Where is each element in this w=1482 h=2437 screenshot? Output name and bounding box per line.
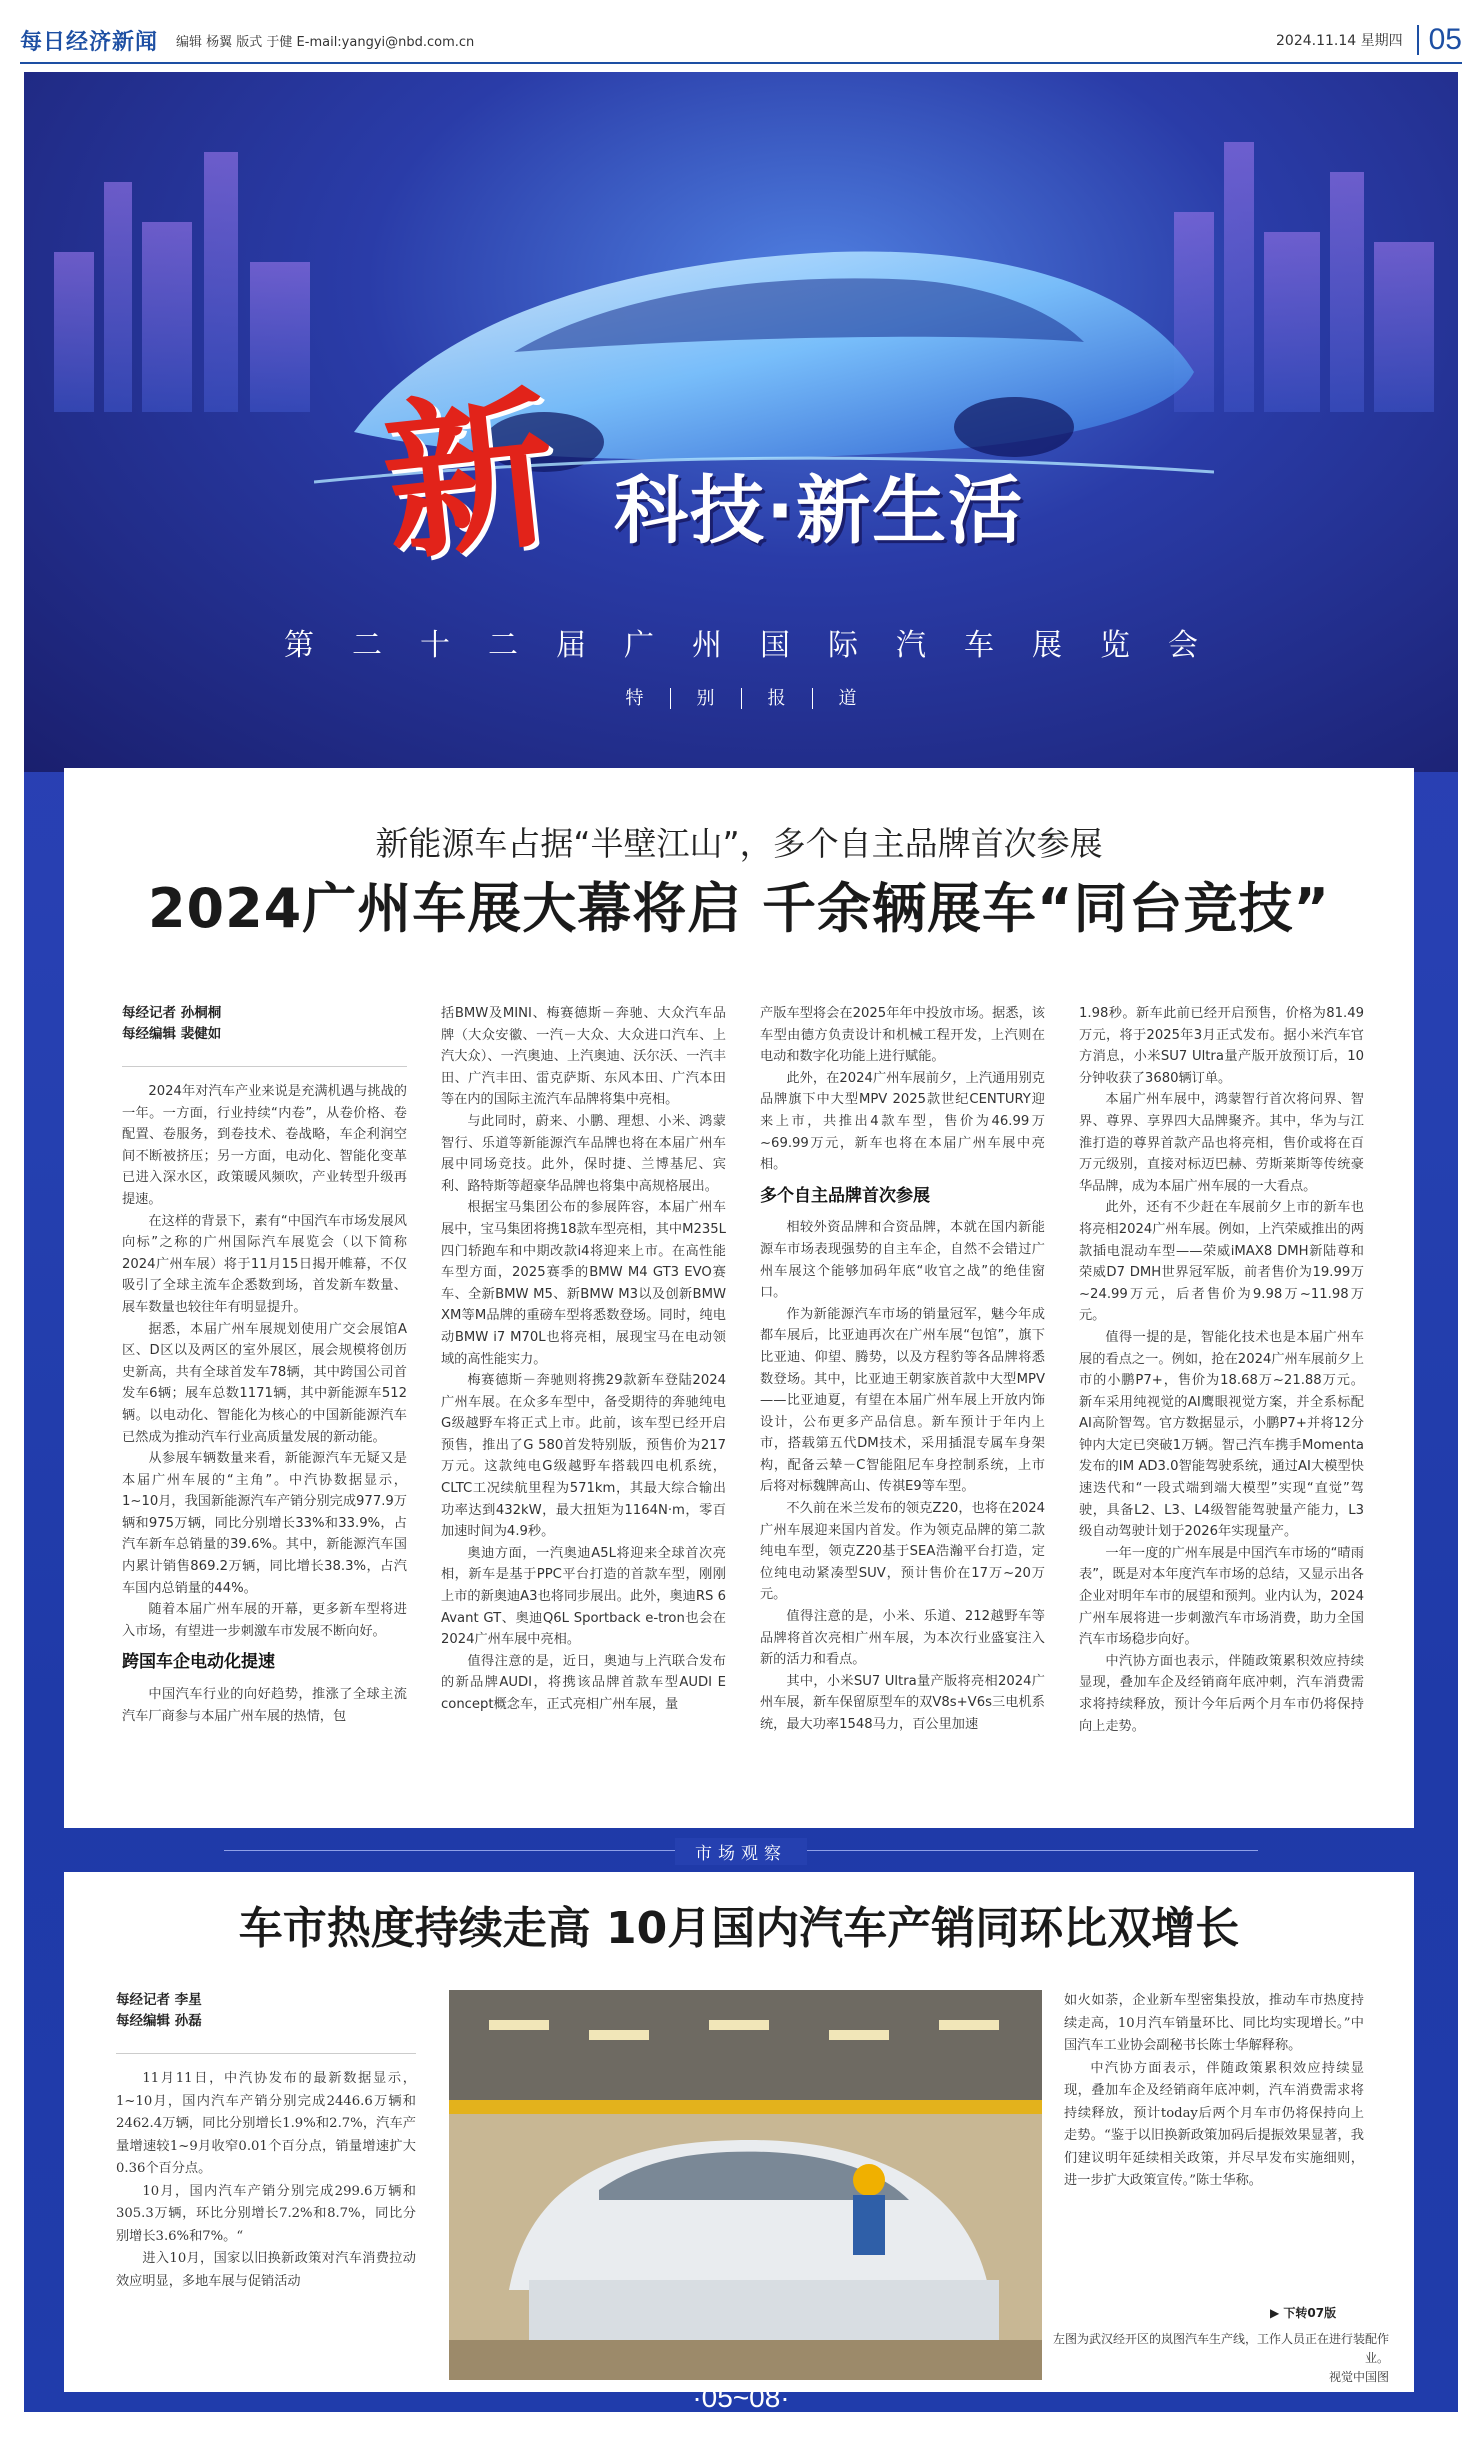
- market-column-2: [1064, 1990, 1364, 2193]
- paragraph: 随着本届广州车展的开幕，更多新车型将进入市场，有望进一步刺激车市发展不断向好。: [122, 1602, 407, 1639]
- paragraph: 根据宝马集团公布的参展阵容，本届广州车展中，宝马集团将携18款车型亮相，其中M235L四门轿跑车和中期改款i4将迎来上市。在高性能车型方面，2025赛季的BMW M4 GT3 EVO赛车、全新BMW M5、新BMW M3以及创新BMW XM等M品牌的重磅车型将悉数登场。同时，纯电动BMW i7 M70L也将亮相，展现宝马在电动领域的高性能实力。: [441, 1200, 726, 1367]
- paragraph: 值得一提的是，智能化技术也是本届广州车展的看点之一。例如，抢在2024广州车展前夕上市的小鹏P7+，售价为18.68万~21.88万元。新车采用纯视觉的AI鹰眼视觉方案，并全系标配AI高阶智驾。官方数据显示，小鹏P7+并将12分钟内大定已突破1万辆。智己汽车携手Momenta发布的IM AD3.0智能驾驶系统，通过AI大模型快速迭代和“一段式端到端大模型”实现“直觉”驾驶，具备L2、L3、L4级智能驾驶量产能力，L3级自动驾驶计划于2026年实现量产。: [1079, 1329, 1364, 1540]
- blue-frame: [24, 72, 1458, 2412]
- paragraph: 进入10月，国家以旧换新政策对汽车消费拉动效应明显，多地车展与促销活动: [116, 2251, 416, 2289]
- market-article: [64, 1872, 1414, 2392]
- caption-credit: 视觉中国图: [1328, 2370, 1389, 2384]
- special-char: 道: [812, 688, 883, 709]
- paragraph: 一年一度的广州车展是中国汽车市场的“晴雨表”，既是对本年度汽车市场的总结，又显示出各企业对明年车市的展望和预判。业内认为，2024广州车展将进一步刺激汽车市场消费，助力全国汽车市场稳步向好。: [1079, 1545, 1364, 1648]
- reporter-byline: 每经记者 李星: [116, 1992, 202, 2008]
- paragraph: 此外，在2024广州车展前夕，上汽通用别克品牌旗下中大型MPV 2025款世纪CENTURY迎来上市，共推出4款车型，售价为46.99万~69.99万元，新车也将在本届广州车展中亮相。: [760, 1070, 1045, 1173]
- paragraph: 在这样的背景下，素有“中国汽车市场发展风向标”之称的广州国际汽车展览会（以下简称2024广州车展）将于11月15日揭开帷幕，不仅吸引了全球主流车企悉数到场，首发新车数量、展车数量也较往年有明显提升。: [122, 1213, 407, 1315]
- expo-name: 第二十二届广州国际汽车展览会: [284, 628, 1236, 663]
- article-column-2: [441, 1003, 726, 1813]
- article-headline: 2024广州车展大幕将启 千余辆展车“同台竞技”: [147, 877, 1331, 940]
- factory-photo: [449, 1990, 1042, 2380]
- editor-byline: 每经编辑 裴健如: [122, 1026, 222, 1042]
- page-range: ·05~08·: [692, 2382, 790, 2413]
- page-number: 05: [1417, 25, 1462, 55]
- paragraph: 其中，小米SU7 Ultra量产版将亮相2024广州车展，新车保留原型车的双V8s+V6s三电机系统，最大功率1548马力，百公里加速: [760, 1673, 1045, 1732]
- paragraph: 2024年对汽车产业来说是充满机遇与挑战的一年。一方面，行业持续“内卷”，从卷价格、卷配置、卷服务，到卷技术、卷战略，车企利润空间不断被挤压；另一方面，电动化、智能化变革已进入深水区，政策暖风频吹，产业转型升级再提速。: [122, 1084, 407, 1207]
- paragraph: 括BMW及MINI、梅赛德斯－奔驰、大众汽车品牌（大众安徽、一汽－大众、大众进口汽车、上汽大众）、一汽奥迪、上汽奥迪、沃尔沃、一汽丰田、广汽丰田、雷克萨斯、东风本田、广汽本田等在内的国际主流汽车品牌将集中亮相。: [441, 1006, 726, 1108]
- subheading: 跨国车企电动化提速: [122, 1652, 275, 1673]
- special-report-label: [24, 684, 1458, 710]
- paragraph: 中国汽车行业的向好趋势，推涨了全球主流汽车厂商参与本届广州车展的热情，包: [122, 1687, 407, 1724]
- market-headline: 车市热度持续走高 10月国内汽车产销同环比双增长: [238, 1903, 1240, 1954]
- paragraph: 产版车型将会在2025年年中投放市场。据悉，该车型由德方负责设计和机械工程开发，上汽则在电动和数字化功能上进行赋能。: [760, 1006, 1045, 1065]
- special-char: 报: [741, 688, 812, 709]
- masthead: [20, 18, 1462, 64]
- newspaper-logo: 每日经济新闻: [20, 28, 159, 55]
- continued-on-page[interactable]: ▶ 下转07版: [1270, 2306, 1337, 2320]
- hero-banner: [24, 72, 1458, 772]
- subheading: 多个自主品牌首次参展: [760, 1185, 930, 1206]
- paragraph: 据悉，本届广州车展规划使用广交会展馆A区、D区以及两区的室外展区，展会规模将创历史新高，共有全球首发车78辆，其中跨国公司首发车6辆；展车总数1171辆，其中新能源车512辆。以电动化、智能化为核心的中国新能源汽车已然成为推动汽车行业高质量发展的新动能。: [122, 1321, 407, 1445]
- paragraph: 奥迪方面，一汽奥迪A5L将迎来全球首次亮相，新车是基于PPC平台打造的首款车型，刚刚上市的新奥迪A3也将同步展出。此外，奥迪RS 6 Avant GT、奥迪Q6L Sportback e-tron也会在2024广州车展中亮相。: [441, 1545, 726, 1648]
- paragraph: 中汽协方面表示，伴随政策累积效应持续显现，叠加车企及经销商年底冲刺，汽车消费需求将持续释放，预计today后两个月车市仍将保持向上走势。“鉴于以旧换新政策加码后提振效果显著，我们建议明年延续相关政策，并尽早发布实施细则，进一步扩大政策宣传。”陈士华称。: [1064, 2060, 1364, 2188]
- paragraph: 从参展车辆数量来看，新能源汽车无疑又是本届广州车展的“主角”。中汽协数据显示，1~10月，我国新能源汽车产销分别完成977.9万辆和975万辆，同比分别增长33%和33.9%，占汽车新车总销量的39.6%。其中，新能源汽车国内累计销售869.2万辆，同比增长38.3%，占汽车国内总销量的44%。: [122, 1451, 407, 1596]
- section-bar: [224, 1838, 1258, 1862]
- article-kicker: 新能源车占据“半壁江山”，多个自主品牌首次参展: [375, 824, 1103, 863]
- editor-credits: 编辑 杨翼 版式 于健 E-mail:yangyi@nbd.com.cn: [176, 34, 475, 50]
- paragraph: 作为新能源汽车市场的销量冠军，魅今年成都车展后，比亚迪再次在广州车展“包馆”，旗下比亚迪、仰望、腾势，以及方程豹等各品牌将悉数登场。其中，比亚迪王朝家族首款中大型MPV——比亚迪夏，有望在本届广州车展上开放内饰设计，公布更多产品信息。新车预计于年内上市，搭载第五代DM技术，采用插混专属车身架构，配备云辇－C智能阻尼车身控制系统，上市后将对标魏牌高山、传祺E9等车型。: [760, 1306, 1045, 1495]
- paragraph: 本届广州车展中，鸿蒙智行首次将问界、智界、尊界、享界四大品牌聚齐。其中，华为与江淮打造的尊界首款产品也将亮相，售价或将在百万元级别，直接对标迈巴赫、劳斯莱斯等传统豪华品牌，成为本届广州车展的一大看点。: [1079, 1092, 1364, 1194]
- section-tag: 市场观察: [675, 1838, 807, 1865]
- paragraph: 中汽协方面也表示，伴随政策累积效应持续显现，叠加车企及经销商年底冲刺，汽车消费需求将持续释放，预计今年后两个月车市仍将保持向上走势。: [1079, 1653, 1364, 1734]
- article-columns: [122, 1003, 1372, 1813]
- paragraph: 值得注意的是，近日，奥迪与上汽联合发布的新品牌AUDI，将携该品牌首款车型AUDI E concept概念车，正式亮相广州车展，量: [441, 1653, 726, 1712]
- hero-xin-character: 新: [374, 368, 565, 586]
- article-column-4: [1079, 1003, 1364, 1813]
- paragraph: 值得注意的是，小米、乐道、212越野车等品牌将首次亮相广州车展，为本次行业盛宴注入新的活力和看点。: [760, 1609, 1045, 1668]
- article-column-1: [122, 1003, 407, 1813]
- photo-caption: [1049, 2330, 1389, 2387]
- hero-slogan: 科技·新生活: [614, 468, 1025, 554]
- paragraph: 10月，国内汽车产销分别完成299.6万辆和305.3万辆，环比分别增长7.2%和8.7%，同比分别增长3.6%和7%。“: [116, 2183, 416, 2244]
- paragraph: 如火如荼，企业新车型密集投放，推动车市热度持续走高，10月汽车销量环比、同比均实现增长。”中国汽车工业协会副秘书长陈士华解释称。: [1064, 1993, 1364, 2053]
- paragraph: 相较外资品牌和合资品牌，本就在国内新能源车市场表现强势的自主车企，自然不会错过广州车展这个能够加码年底“收官之战”的绝佳窗口。: [760, 1220, 1045, 1301]
- paragraph: 不久前在米兰发布的领克Z20，也将在2024广州车展迎来国内首发。作为领克品牌的第二款纯电车型，领克Z20基于SEA浩瀚平台打造，定位纯电动紧凑型SUV，预计售价在17万~20万元。: [760, 1501, 1045, 1603]
- editor-byline: 每经编辑 孙磊: [116, 2013, 202, 2029]
- reporter-byline: 每经记者 孙桐桐: [122, 1005, 222, 1021]
- special-char: 别: [670, 688, 741, 709]
- market-column-1: [116, 1990, 416, 2293]
- special-char: 特: [625, 688, 644, 709]
- paragraph: 梅赛德斯－奔驰则将携29款新车登陆2024广州车展。在众多车型中，备受期待的奔驰纯电G级越野车将正式上市。此前，该车型已经开启预售，推出了G 580首发特别版，预售价为217万元。这款纯电G级越野车搭载四电机系统，CLTC工况续航里程为571km，其最大综合输出功率达到432kW，最大扭矩为1164N·m，零百加速时间为4.9秒。: [441, 1373, 726, 1540]
- paragraph: 1.98秒。新车此前已经开启预售，价格为81.49万元，将于2025年3月正式发布。据小米汽车官方消息，小米SU7 Ultra量产版开放预订后，10分钟收获了3680辆订单。: [1079, 1006, 1364, 1086]
- main-article: [64, 768, 1414, 1828]
- paragraph: 11月11日，中汽协发布的最新数据显示，1~10月，国内汽车产销分别完成2446.6万辆和2462.4万辆，同比分别增长1.9%和2.7%，汽车产量增速较1~9月收窄0.01个百分点，销量增速扩大0.36个百分点。: [116, 2071, 416, 2176]
- article-column-3: [760, 1003, 1045, 1813]
- caption-text: 左图为武汉经开区的岚图汽车生产线，工作人员正在进行装配作业。: [1052, 2332, 1389, 2365]
- hero-title: [24, 368, 1458, 586]
- issue-date: 2024.11.14 星期四: [1276, 33, 1403, 49]
- paragraph: 与此同时，蔚来、小鹏、理想、小米、鸿蒙智行、乐道等新能源汽车品牌也将在本届广州车展中同场竞技。此外，保时捷、兰博基尼、宾利、路特斯等超豪华品牌也将集中高规格展出。: [441, 1113, 726, 1194]
- paragraph: 此外，还有不少赶在车展前夕上市的新车也将亮相2024广州车展。例如，上汽荣威推出的两款插电混动车型——荣威iMAX8 DMH新陆尊和荣威D7 DMH世界冠军版，前者售价为19.99万~24.99万元，后者售价为9.98万~11.98万元。: [1079, 1200, 1364, 1324]
